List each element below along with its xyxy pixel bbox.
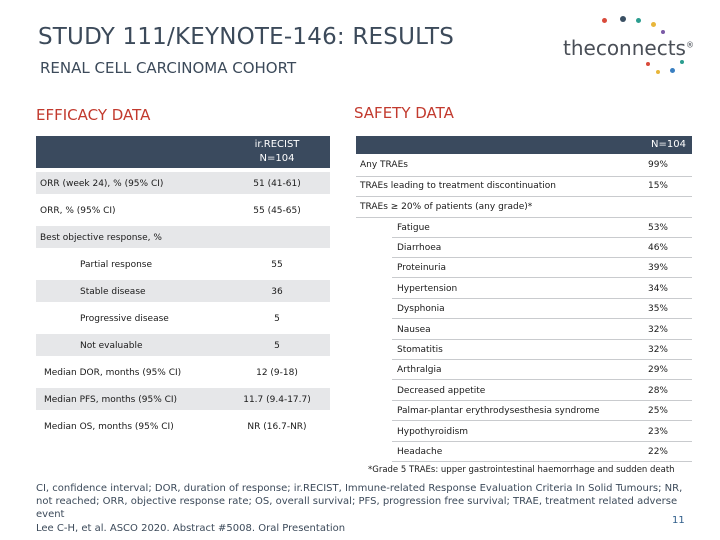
adverse-event-label: Headache [397,447,443,457]
adverse-event-label: Hypertension [397,284,458,294]
logo-dot [602,18,607,23]
response-row-label: Progressive disease [80,314,169,324]
adverse-event-label: Arthralgia [397,365,442,375]
logo-text: theconnects® [563,36,694,60]
adverse-event-value: 32% [647,345,668,355]
response-row-value: 36 [271,287,283,297]
median-row-label: Median PFS, months (95% CI) [44,395,178,405]
adverse-event-label: Hypothyroidism [397,427,469,437]
safety-column-header: N=104 [651,139,686,150]
efficacy-row-value: 51 (41-61) [253,179,301,189]
row-divider [356,196,692,197]
row-divider [392,237,692,238]
slide-subtitle: RENAL CELL CARCINOMA COHORT [40,59,297,77]
safety-row-label: TRAEs leading to treatment discontinuation [360,181,556,191]
logo-dot [670,68,675,73]
logo-dot [661,30,665,34]
row-divider [392,400,692,401]
row-divider [392,277,692,278]
response-row-value: 5 [274,314,280,324]
adverse-event-label: Palmar-plantar erythrodysesthesia syndrome [397,406,600,416]
efficacy-column-header [232,138,322,166]
grade5-footnote: *Grade 5 TRAEs: upper gastrointestinal haemorrhage and sudden death [368,465,675,475]
adverse-event-value: 39% [647,263,668,273]
adverse-event-value: 23% [647,427,668,437]
logo-dot [651,22,656,27]
adverse-event-label: Dysphonia [397,304,445,314]
row-divider [356,176,692,177]
page-number: 11 [672,515,685,526]
safety-row-label: Any TRAEs [360,160,408,170]
efficacy-column-label: ir.RECIST [254,139,300,150]
response-row-value: 5 [274,341,280,351]
safety-row-value: 15% [647,181,668,191]
footer-line: CI, confidence interval; DOR, duration of response; ir.RECIST, Immune-related Response Evaluation Criteria In Solid Tumours; NR, [36,483,683,494]
row-divider [356,217,692,218]
adverse-event-value: 28% [647,386,668,396]
response-row-label: Stable disease [80,287,146,297]
adverse-event-value: 32% [647,325,668,335]
adverse-event-value: 22% [647,447,668,457]
registered-mark: ® [685,40,694,50]
reference-line: Lee C-H, et al. ASCO 2020. Abstract #5008. Oral Presentation [36,522,346,534]
response-row-label: Partial response [80,260,153,270]
slide-title: STUDY 111/KEYNOTE-146: RESULTS [38,24,455,50]
row-divider [392,441,692,442]
efficacy-row-label: ORR, % (95% CI) [40,206,116,216]
efficacy-column-n: N=104 [259,153,295,164]
adverse-event-value: 46% [647,243,668,253]
row-divider [392,420,692,421]
safety-heading: SAFETY DATA [354,104,454,122]
efficacy-heading: EFFICACY DATA [36,106,151,124]
median-row-label: Median DOR, months (95% CI) [44,368,182,378]
safety-row-value: 99% [647,160,668,170]
median-row-value: NR (16.7-NR) [247,422,307,432]
median-row-value: 12 (9-18) [256,368,298,378]
response-row-value: 55 [271,260,283,270]
median-row-value: 11.7 (9.4-17.7) [243,395,311,405]
footer-line: not reached; ORR, objective response rate; OS, overall survival; PFS, progression free survival; TRAE, treatment related adverse [36,496,678,508]
row-divider [392,298,692,299]
safety-row-label: TRAEs ≥ 20% of patients (any grade)* [360,202,533,212]
logo-dot [646,62,650,66]
best-response-label: Best objective response, % [40,233,162,243]
logo-dot [656,70,660,74]
adverse-event-label: Decreased appetite [397,386,486,396]
adverse-event-label: Fatigue [397,223,430,233]
adverse-event-label: Stomatitis [397,345,443,355]
median-row-label: Median OS, months (95% CI) [44,422,174,432]
row-divider [392,257,692,258]
adverse-event-label: Nausea [397,325,431,335]
row-divider [392,318,692,319]
adverse-event-value: 53% [647,223,668,233]
row-divider [392,339,692,340]
row-divider [392,461,692,462]
adverse-event-value: 25% [647,406,668,416]
row-divider [392,359,692,360]
response-row-label: Not evaluable [80,341,143,351]
adverse-event-value: 34% [647,284,668,294]
efficacy-row-label: ORR (week 24), % (95% CI) [40,179,164,189]
logo-dot [636,18,641,23]
row-divider [392,379,692,380]
efficacy-row-value: 55 (45-65) [253,206,301,216]
footer-line: event [36,509,65,521]
logo-dot [620,16,626,22]
adverse-event-value: 35% [647,304,668,314]
theconnects-logo [560,14,700,78]
adverse-event-value: 29% [647,365,668,375]
logo-dot [680,60,684,64]
adverse-event-label: Diarrhoea [397,243,442,253]
adverse-event-label: Proteinuria [397,263,446,273]
